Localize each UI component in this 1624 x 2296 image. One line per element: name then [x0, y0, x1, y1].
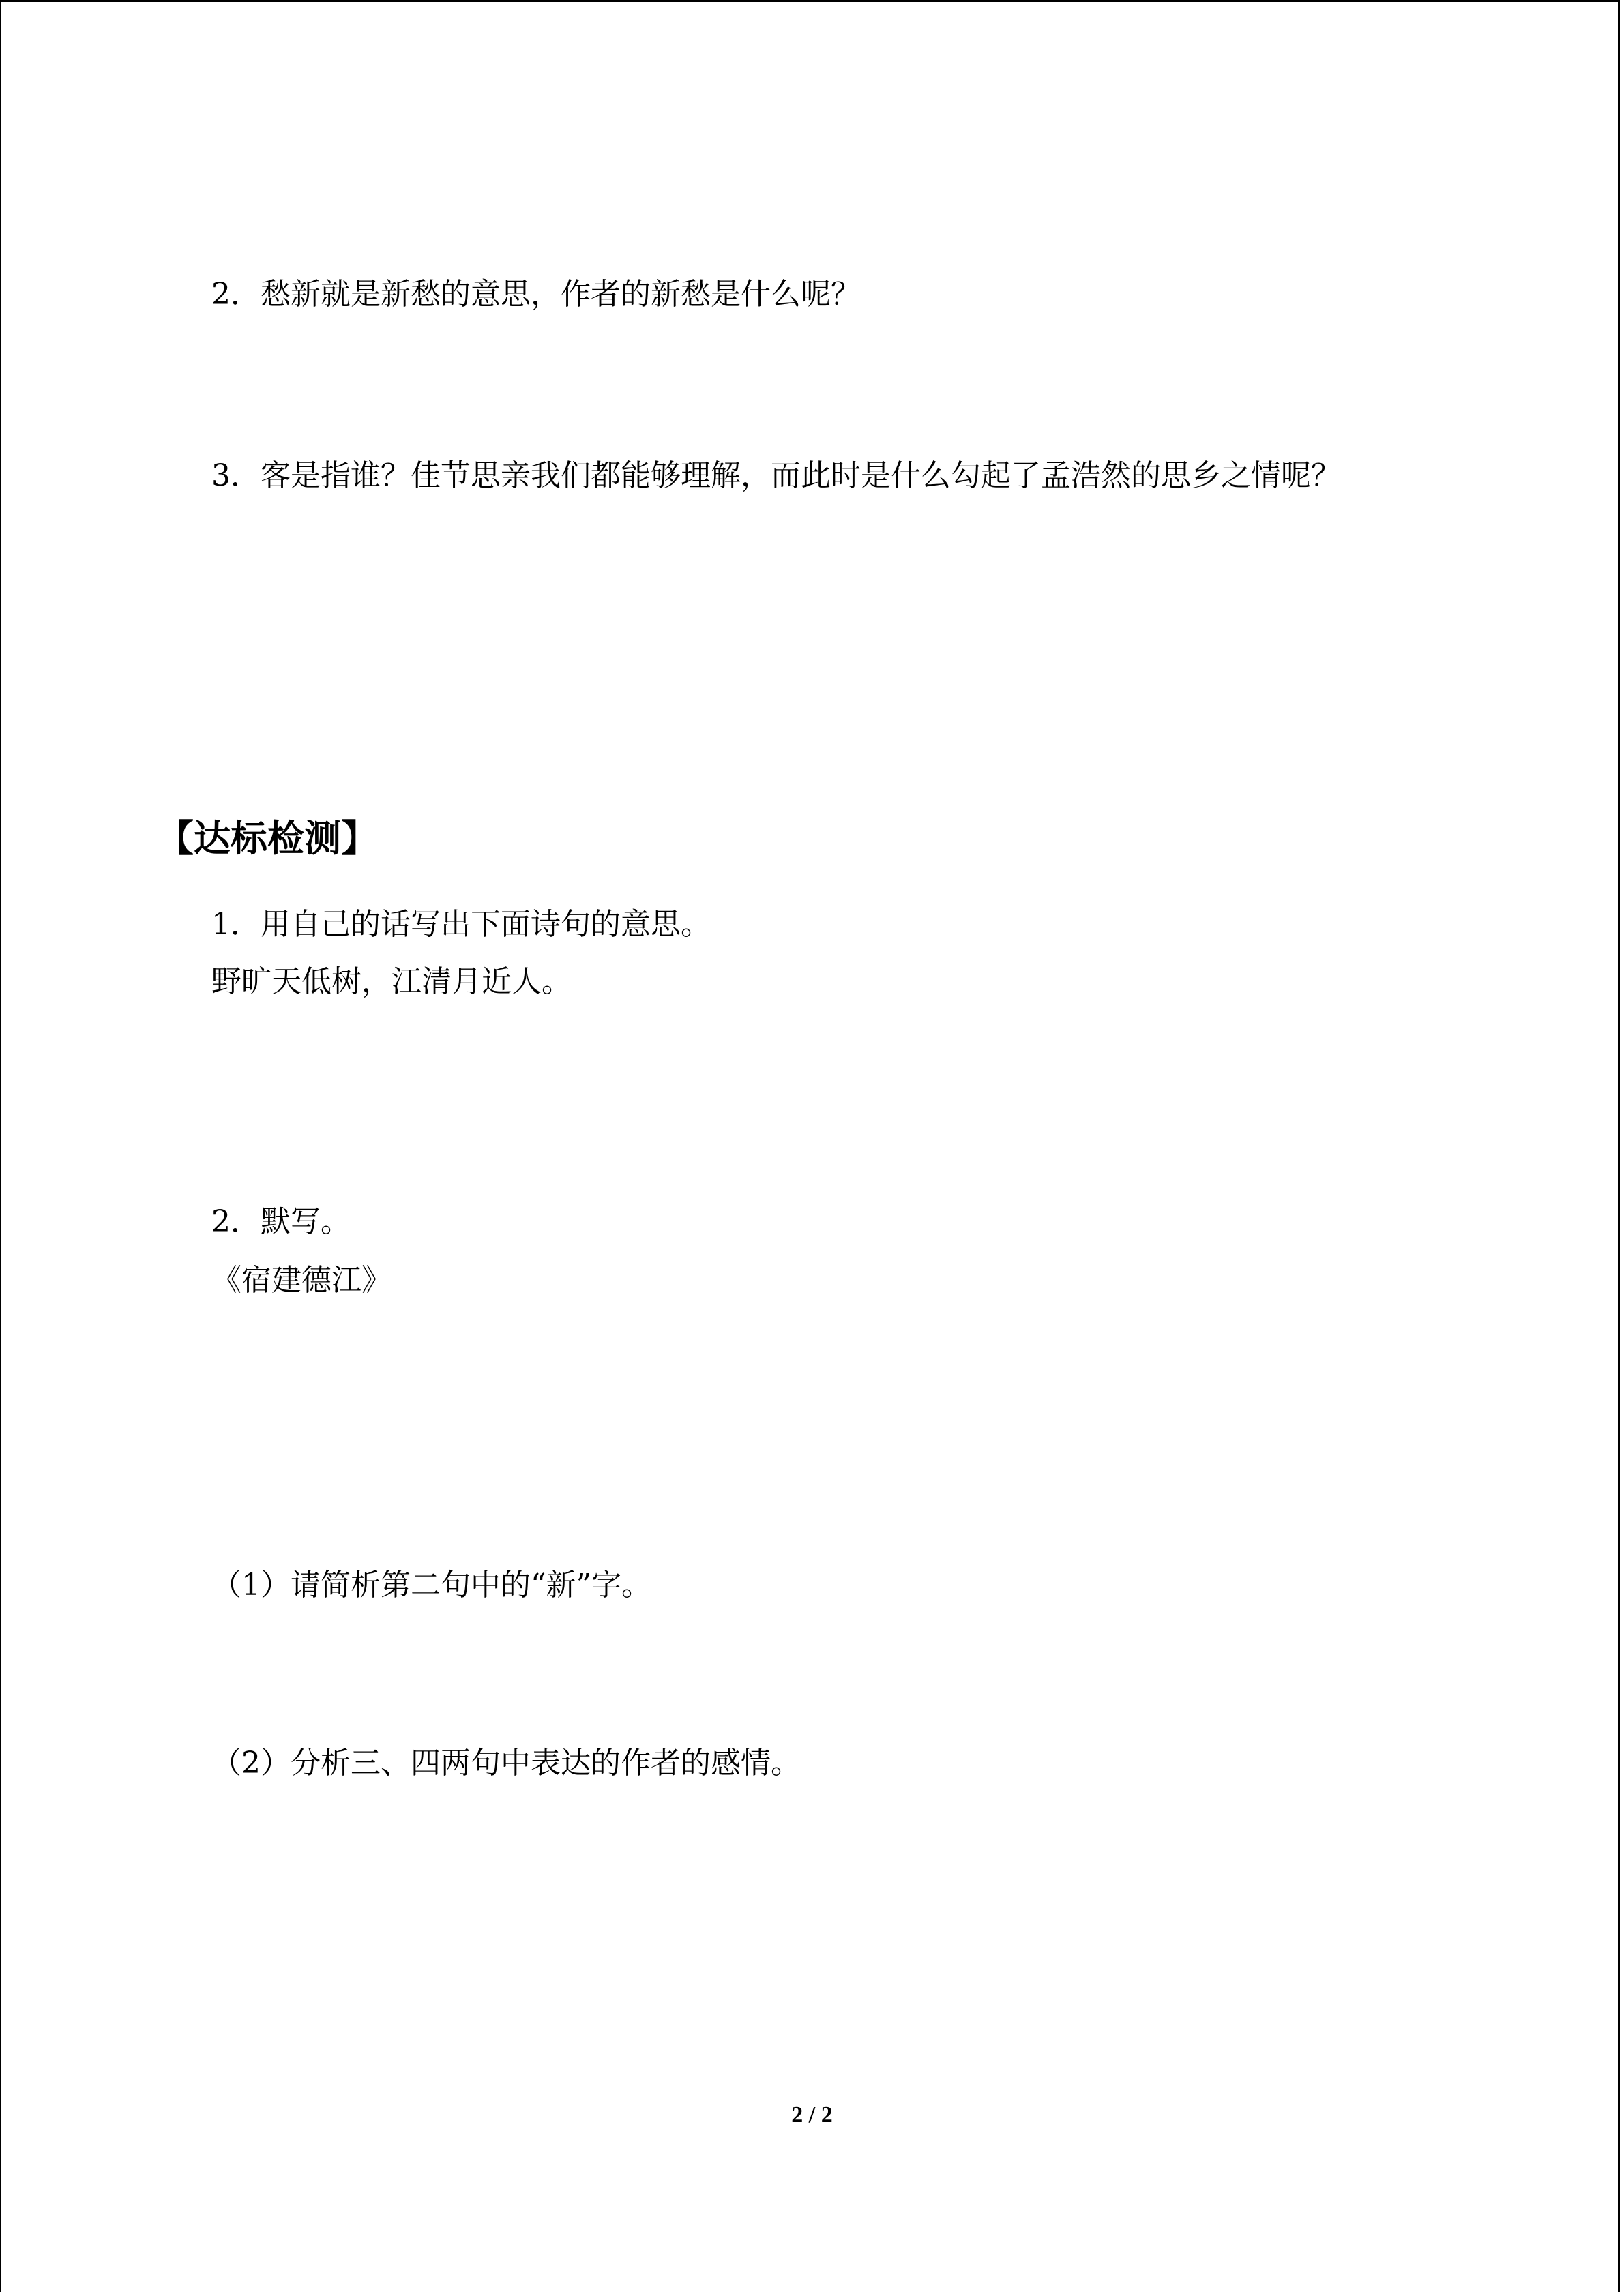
question-2-text: 2．愁新就是新愁的意思，作者的新愁是什么呢？ [211, 277, 861, 312]
sub-question-2: （2）分析三、四两句中表达的作者的感情。 [211, 1746, 801, 1780]
page-number: 2 / 2 [791, 2102, 833, 2128]
sub-question-1: （1）请简析第二句中的“新”字。 [211, 1568, 651, 1602]
poem-title: 《宿建德江》 [211, 1263, 392, 1298]
exercise-1-verse: 野旷天低树，江清月近人。 [211, 964, 572, 999]
question-3-text: 3．客是指谁？佳节思亲我们都能够理解，而此时是什么勾起了孟浩然的思乡之情呢？ [211, 458, 1341, 493]
exercise-2-prompt: 2．默写。 [211, 1204, 351, 1239]
section-heading: 【达标检测】 [157, 817, 378, 860]
exercise-1-prompt: 1．用自己的话写出下面诗句的意思。 [211, 907, 711, 942]
